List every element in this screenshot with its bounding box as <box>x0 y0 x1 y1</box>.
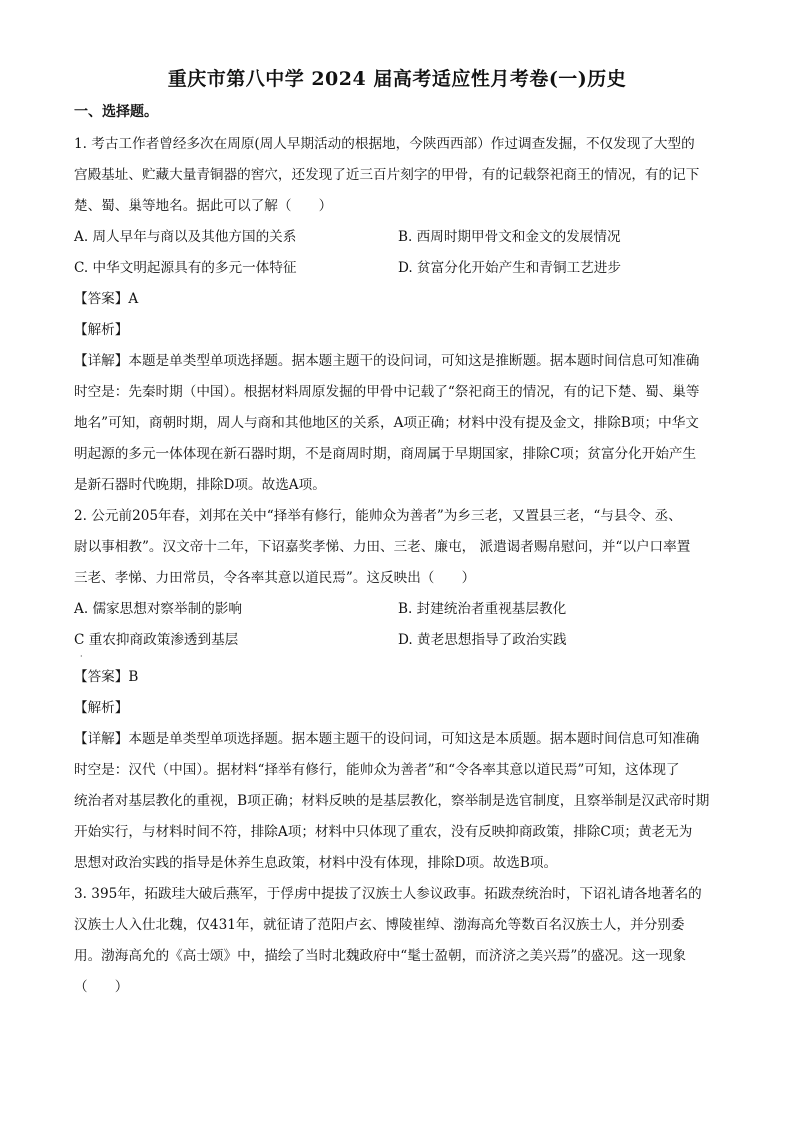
q1-option-b: B. 西周时期甲骨文和金文的发展情况 <box>398 229 621 245</box>
q2-option-d: D. 黄老思想指导了政治实践 <box>398 632 567 648</box>
q1-detail-line: 是新石器时代晚期，排除D项。故选A项。 <box>74 477 326 493</box>
q1-option-c: C. 中华文明起源具有的多元一体特征 <box>74 260 297 276</box>
q1-option-d: D. 贫富分化开始产生和青铜工艺进步 <box>398 260 621 276</box>
q1-stem-line: 1. 考古工作者曾经多次在周原(周人早期活动的根据地，今陕西西部）作过调查发掘，不仅发现了大型的 <box>74 136 695 152</box>
q3-stem-line: 用。渤海高允的《高士颂》中，描绘了当时北魏政府中“髦士盈朝，而济济之美兴焉”的盛况。这一现象 <box>74 948 687 964</box>
question-3 <box>74 879 720 1003</box>
document-title: 重庆市第八中学 2024 届高考适应性月考卷(一)历史 <box>167 68 627 90</box>
q2-option-b: B. 封建统治者重视基层教化 <box>398 601 567 617</box>
q2-detail-line: 开始实行，与材料时间不符，排除A项；材料中只体现了重农，没有反映抑商政策，排除C项；黄老无为 <box>74 824 693 840</box>
question-2 <box>74 501 720 879</box>
q1-stem-line: 宫殿基址、贮藏大量青铜器的窖穴，还发现了近三百片刻字的甲骨，有的记载祭祀商王的情况，有的记下 <box>74 167 700 183</box>
q2-stem-line: 三老、孝悌、力田常员，令各率其意以道民焉”。这反映出（ ） <box>74 570 476 586</box>
q2-detail-line: 思想对政治实践的指导是休养生息政策，材料中没有体现，排除D项。故选B项。 <box>74 855 558 871</box>
q2-stem-line: 尉以事相教”。汉文帝十二年，下诏嘉奖孝悌、力田、三老、廉屯， 派遣谒者赐帛慰问，并“以户口率置 <box>74 539 691 555</box>
q3-stem-line: （ ） <box>74 979 129 995</box>
q2-detail-line: 【详解】本题是单类型单项选择题。据本题主题干的设问词，可知这是本质题。据本题时间信息可知准确 <box>74 731 700 747</box>
q1-detail-line: 【详解】本题是单类型单项选择题。据本题主题干的设问词，可知这是推断题。据本题时间信息可知准确 <box>74 353 700 369</box>
stray-dot-mark: · <box>80 652 83 661</box>
q2-option-a: A. 儒家思想对察举制的影响 <box>74 601 242 617</box>
q1-options <box>74 222 720 284</box>
question-1 <box>74 129 720 501</box>
q3-stem-line: 3. 395年，拓跋珪大破后燕军，于俘虏中提拔了汉族士人参议政事。拓跋焘统治时，下诏礼请各地著名的 <box>74 886 702 902</box>
q2-detail-line: 时空是：汉代（中国）。据材料“择举有修行，能帅众为善者”和“令各率其意以道民焉”可知，这体现了 <box>74 762 680 778</box>
q2-analysis-label: 【解析】 <box>74 700 129 716</box>
q2-answer: 【答案】B <box>74 669 139 685</box>
q2-detail-line: 统治者对基层教化的重视，B项正确；材料反映的是基层教化，察举制是选官制度，且察举制是汉武帝时期 <box>74 793 710 809</box>
q1-detail-line: 时空是：先秦时期（中国）。根据材料周原发掘的甲骨中记载了“祭祀商王的情况，有的记下楚、蜀、巢等 <box>74 384 700 400</box>
section-heading: 一、选择题。 <box>74 104 158 120</box>
q1-answer: 【答案】A <box>74 291 139 307</box>
q1-detail-line: 明起源的多元一体体现在新石器时期，不是商周时期，商周属于早期国家，排除C项；贫富分化开始产生 <box>74 446 697 462</box>
q2-option-c: C 重农抑商政策渗透到基层 <box>74 632 239 648</box>
q1-analysis-label: 【解析】 <box>74 322 129 338</box>
q1-option-a: A. 周人早年与商以及其他方国的关系 <box>74 229 297 245</box>
q1-stem-line: 楚、蜀、巢等地名。据此可以了解（ ） <box>74 198 333 214</box>
q1-detail-line: 地名”可知，商朝时期，周人与商和其他地区的关系，A项正确；材料中没有提及金文，排除B项；中华文 <box>74 415 699 431</box>
q3-stem-line: 汉族士人入仕北魏，仅431年，就征请了范阳卢玄、博陵崔绰、渤海高允等数百名汉族士人，并分别委 <box>74 917 685 933</box>
q2-stem-line: 2. 公元前205年春，刘邦在关中“择举有修行，能帅众为善者”为乡三老，又置县三老，“与县令、丞、 <box>74 508 682 524</box>
q2-options <box>74 594 720 656</box>
